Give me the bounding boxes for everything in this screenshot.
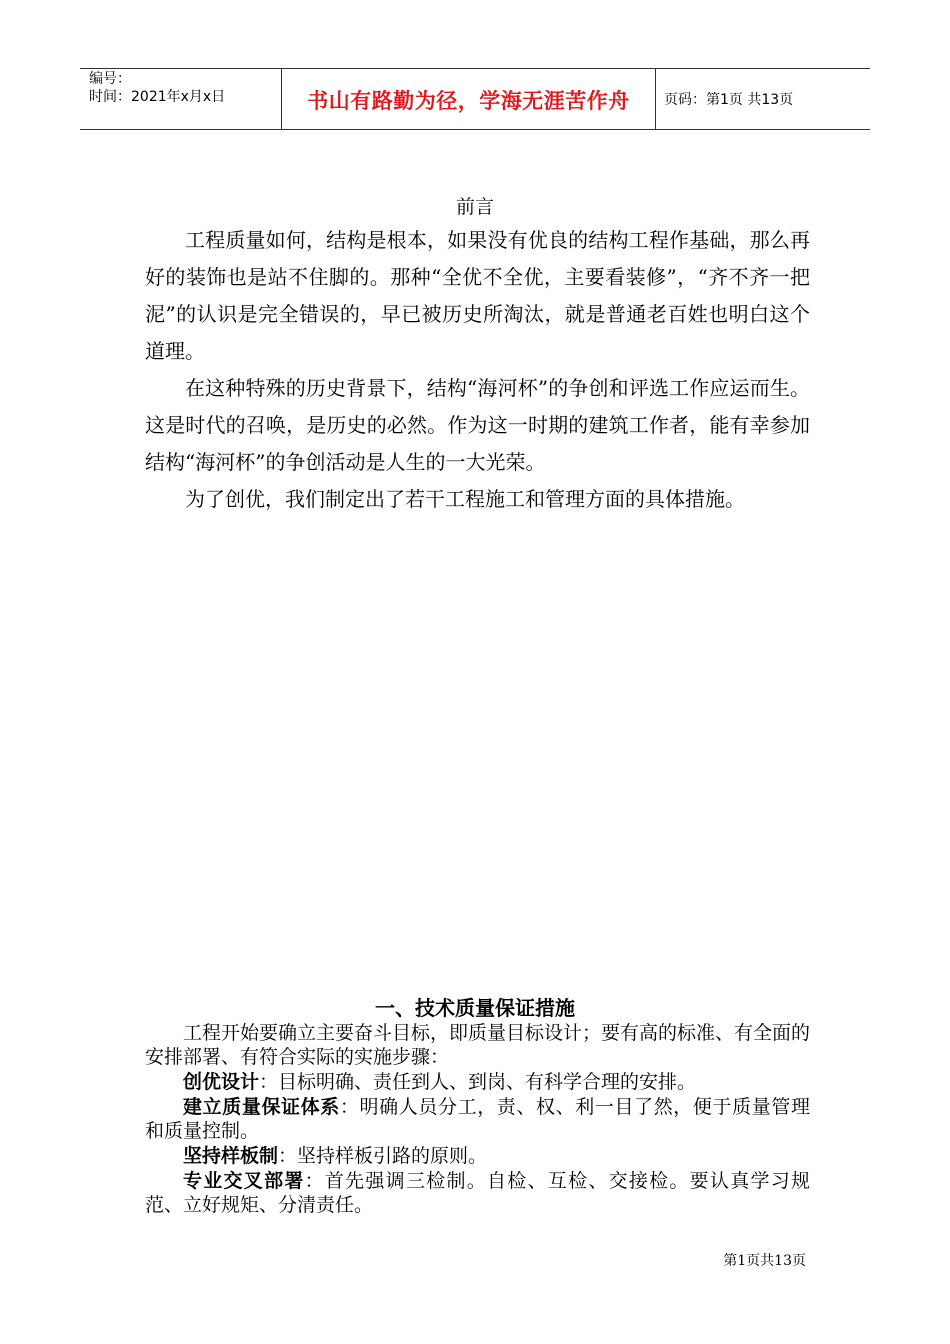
measure-text: ：明确人员分工，责、权、利一目了然，便于质量管理和质量控制。 xyxy=(145,1096,810,1142)
header-page-cell xyxy=(655,69,870,129)
measure-text: ：首先强调三检制。自检、互检、交接检。要认真学习规范、立好规矩、分清责任。 xyxy=(145,1170,810,1216)
serial-number-label: 编号： xyxy=(89,71,131,87)
measure-item xyxy=(145,1144,810,1168)
measure-text: ：坚持样板引路的原则。 xyxy=(278,1145,488,1167)
header-motto: 书山有路勤为径，学海无涯苦作舟 xyxy=(307,89,630,113)
measure-term: 专业交叉部署 xyxy=(183,1170,305,1192)
date-label: 时间：2021年x月x日 xyxy=(89,89,226,105)
preface-paragraph: 在这种特殊的历史背景下，结构“海河杯”的争创和评选工作应运而生。这是时代的召唤，是历史的必然。作为这一时期的建筑工作者，能有幸参加结构“海河杯”的争创活动是人生的一大光荣。 xyxy=(145,376,810,474)
document-header xyxy=(80,68,870,130)
measure-item xyxy=(145,1169,810,1217)
header-meta-cell xyxy=(80,69,281,129)
measure-item xyxy=(145,1095,810,1143)
measure-text: ：目标明确、责任到人、到岗、有科学合理的安排。 xyxy=(259,1071,697,1093)
measure-term: 创优设计 xyxy=(183,1071,260,1093)
section-intro: 工程开始要确立主要奋斗目标，即质量目标设计；要有高的标准、有全面的安排部署、有符合实际的实施步骤： xyxy=(145,1022,811,1068)
measure-item xyxy=(145,1070,810,1094)
preface-title: 前言 xyxy=(455,196,494,218)
measure-term: 坚持样板制 xyxy=(183,1145,279,1167)
section-title: 一、技术质量保证措施 xyxy=(375,996,575,1020)
header-motto-cell xyxy=(281,69,656,129)
header-page-info: 页码：第1页 共13页 xyxy=(664,92,794,108)
preface-paragraph: 工程质量如何，结构是根本，如果没有优良的结构工程作基础，那么再好的装饰也是站不住脚的。那种“全优不全优，主要看装修”，“齐不齐一把泥”的认识是完全错误的，早已被历史所淘汰，就是普通老百姓也明白这个道理。 xyxy=(145,228,810,363)
preface-paragraph: 为了创优，我们制定出了若干工程施工和管理方面的具体措施。 xyxy=(185,487,745,511)
page-footer: 第1页共13页 xyxy=(723,1253,806,1269)
measure-term: 建立质量保证体系 xyxy=(183,1096,340,1118)
